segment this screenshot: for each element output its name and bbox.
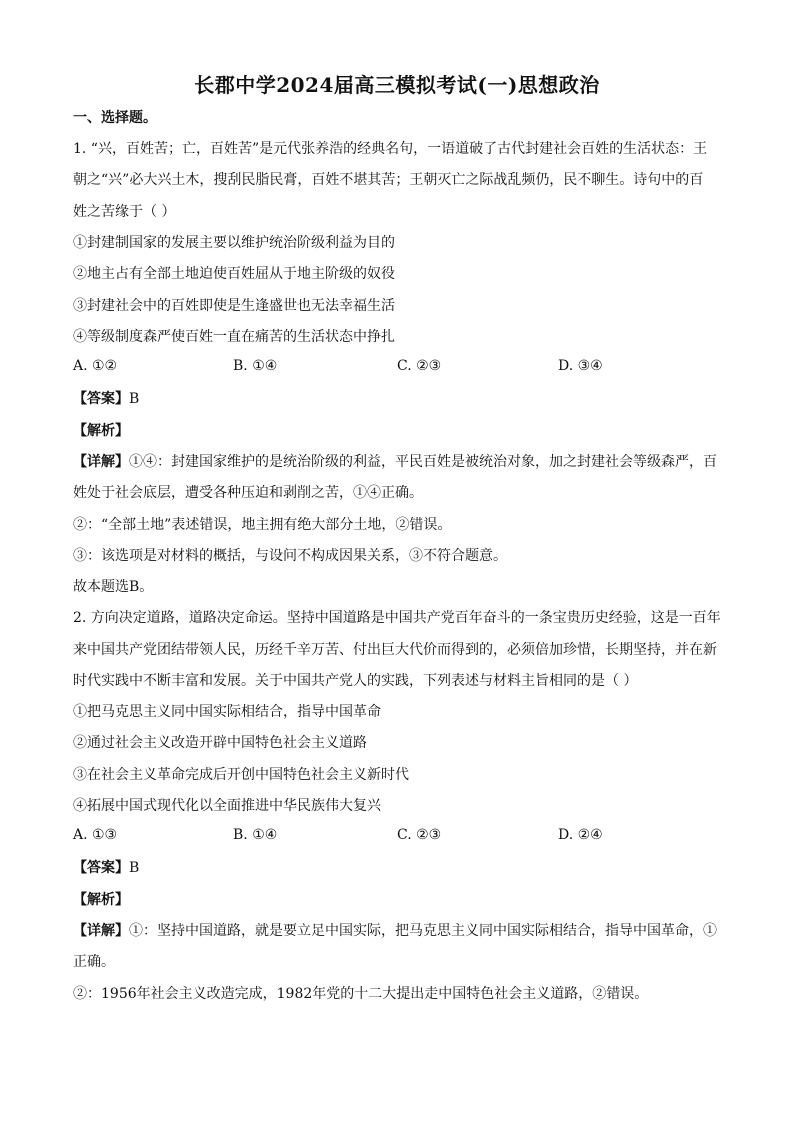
q1-detail-line-4: ③：该选项是对材料的概括，与设问不构成因果关系，③不符合题意。 xyxy=(73,548,507,564)
q1-stem-line-3: 姓之苦缘于（ ） xyxy=(73,204,176,220)
q1-stem-line-1: 1. “兴，百姓苦；亡，百姓苦”是元代张养浩的经典名句，一语道破了古代封建社会百姓的生活状态：王 xyxy=(73,141,708,157)
q1-answer-value: B xyxy=(129,391,140,407)
q2-item-2: ②通过社会主义改造开辟中国特色社会主义道路 xyxy=(73,735,367,751)
q2-item-4: ④拓展中国式现代化以全面推进中华民族伟大复兴 xyxy=(73,798,381,814)
q2-stem-line-2: 来中国共产党团结带领人民，历经千辛万苦、付出巨大代价而得到的，必须倍加珍惜，长期坚持，并在新 xyxy=(73,642,717,658)
q1-detail-text-1: ①④：封建国家维护的是统治阶级的利益，平民百姓是被统治对象，加之封建社会等级森严，百 xyxy=(129,454,717,470)
q2-detail-line-1 xyxy=(73,921,723,941)
q1-detail-line-2: 姓处于社会底层，遭受各种压迫和剥削之苦，①④正确。 xyxy=(73,485,423,501)
q2-item-3: ③在社会主义革命完成后开创中国特色社会主义新时代 xyxy=(73,767,409,783)
section-heading: 一、选择题。 xyxy=(73,110,157,126)
q1-analysis-tag: 【解析】 xyxy=(73,423,129,439)
q1-option-b: B. ①④ xyxy=(233,358,278,374)
q1-item-1: ①封建制国家的发展主要以维护统治阶级利益为目的 xyxy=(73,235,395,251)
q1-detail-line-3: ②：“全部土地”表述错误，地主拥有绝大部分土地，②错误。 xyxy=(73,517,452,533)
q1-answer xyxy=(73,389,723,409)
q2-answer-tag: 【答案】 xyxy=(73,860,129,876)
page-title: 长郡中学2024届高三模拟考试(一)思想政治 xyxy=(194,73,600,97)
q1-option-a: A. ①② xyxy=(73,358,118,374)
q1-item-2: ②地主占有全部土地迫使百姓屈从于地主阶级的奴役 xyxy=(73,266,395,282)
q2-option-d: D. ②④ xyxy=(558,827,603,843)
q2-detail-line-3: ②：1956年社会主义改造完成，1982年党的十二大提出走中国特色社会主义道路，②错误。 xyxy=(73,986,649,1002)
q1-option-c: C. ②③ xyxy=(397,358,442,374)
q2-option-b: B. ①④ xyxy=(233,827,278,843)
q1-detail-line-1 xyxy=(73,452,723,472)
q2-item-1: ①把马克思主义同中国实际相结合，指导中国革命 xyxy=(73,704,381,720)
q1-detail-line-5: 故本题选B。 xyxy=(73,579,154,595)
q2-detail-tag: 【详解】 xyxy=(73,923,129,939)
q1-answer-tag: 【答案】 xyxy=(73,391,129,407)
q2-answer-value: B xyxy=(129,860,140,876)
q1-option-d: D. ③④ xyxy=(558,358,603,374)
q2-detail-line-2: 正确。 xyxy=(73,954,115,970)
q2-option-c: C. ②③ xyxy=(397,827,442,843)
q2-option-a: A. ①③ xyxy=(73,827,118,843)
q2-analysis-tag: 【解析】 xyxy=(73,892,129,908)
q1-item-4: ④等级制度森严使百姓一直在痛苦的生活状态中挣扎 xyxy=(73,329,395,345)
q2-stem-line-1: 2. 方向决定道路，道路决定命运。坚持中国道路是中国共产党百年奋斗的一条宝贵历史经验，这是一百年 xyxy=(73,610,721,626)
q1-item-3: ③封建社会中的百姓即使是生逢盛世也无法幸福生活 xyxy=(73,298,395,314)
q1-stem-line-2: 朝之“兴”必大兴土木，搜刮民脂民膏，百姓不堪其苦；王朝灭亡之际战乱频仍，民不聊生。诗句中的百 xyxy=(73,172,704,188)
q2-stem-line-3: 时代实践中不断丰富和发展。关于中国共产党人的实践，下列表述与材料主旨相同的是（ ） xyxy=(73,673,638,689)
q1-detail-tag: 【详解】 xyxy=(73,454,129,470)
q2-answer xyxy=(73,858,723,878)
q2-detail-text-1: ①：坚持中国道路，就是要立足中国实际，把马克思主义同中国实际相结合，指导中国革命，① xyxy=(129,923,717,939)
